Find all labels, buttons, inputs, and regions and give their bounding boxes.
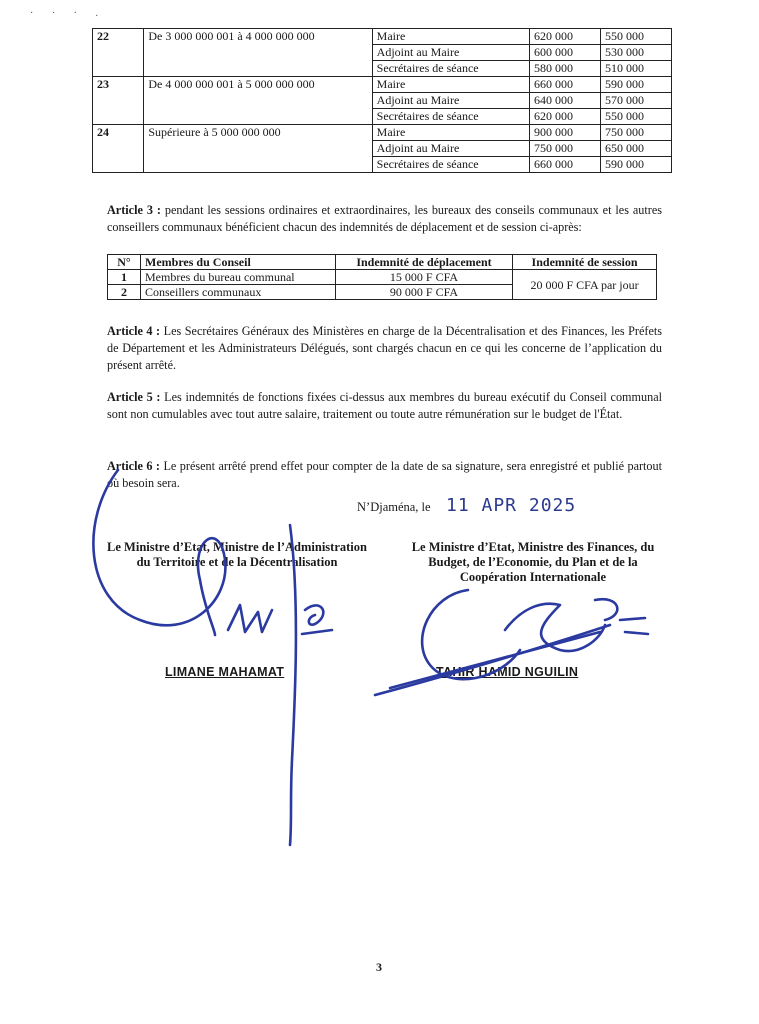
column-header: Indemnité de déplacement bbox=[335, 255, 512, 270]
article-label: Article 3 : bbox=[107, 203, 161, 217]
function-cell: Maire bbox=[372, 125, 529, 141]
value-cell: 900 000 bbox=[529, 125, 600, 141]
page-number: 3 bbox=[376, 960, 382, 974]
session-indemnity-table bbox=[107, 254, 657, 300]
title-line: Le Ministre d’Etat, Ministre des Finances, du bbox=[411, 540, 655, 554]
table-row bbox=[108, 270, 657, 285]
column-header: N° bbox=[108, 255, 141, 270]
article-label: Article 5 : bbox=[107, 390, 161, 404]
row-number: 2 bbox=[108, 285, 141, 300]
date-stamp: 11 APR 2025 bbox=[446, 495, 577, 516]
row-number: 1 bbox=[108, 270, 141, 285]
left-signature-strokes bbox=[228, 605, 272, 632]
value-cell: 650 000 bbox=[600, 141, 671, 157]
value-cell: 550 000 bbox=[600, 29, 671, 45]
function-cell: Secrétaires de séance bbox=[372, 61, 529, 77]
value-cell: 530 000 bbox=[600, 45, 671, 61]
function-cell: Maire bbox=[372, 77, 529, 93]
value-cell: 640 000 bbox=[529, 93, 600, 109]
function-cell: Adjoint au Maire bbox=[372, 45, 529, 61]
right-signature-flourish bbox=[595, 599, 617, 620]
article-3 bbox=[107, 202, 662, 236]
budget-range: Supérieure à 5 000 000 000 bbox=[144, 125, 372, 173]
title-line: du Territoire et de la Décentralisation bbox=[136, 555, 338, 569]
left-signature-underline bbox=[302, 630, 332, 634]
value-cell: 510 000 bbox=[600, 61, 671, 77]
table-row bbox=[93, 29, 672, 45]
article-text: Le présent arrêté prend effet pour compter de la date de sa signature, sera enregistré et publié partout où besoin sera. bbox=[107, 459, 662, 490]
value-cell: 660 000 bbox=[529, 157, 600, 173]
article-5 bbox=[107, 389, 662, 423]
session-allowance: 20 000 F CFA par jour bbox=[513, 270, 657, 300]
value-cell: 620 000 bbox=[529, 109, 600, 125]
value-cell: 750 000 bbox=[529, 141, 600, 157]
right-signature-tail bbox=[620, 618, 648, 634]
left-signature-vertical bbox=[290, 525, 296, 845]
budget-range: De 3 000 000 001 à 4 000 000 000 bbox=[144, 29, 372, 77]
value-cell: 550 000 bbox=[600, 109, 671, 125]
value-cell: 590 000 bbox=[600, 77, 671, 93]
title-line: Coopération Internationale bbox=[459, 570, 607, 584]
value-cell: 600 000 bbox=[529, 45, 600, 61]
scan-specks: · · · . bbox=[30, 8, 106, 19]
date-place: N’Djaména, le bbox=[357, 500, 431, 514]
value-cell: 570 000 bbox=[600, 93, 671, 109]
value-cell: 620 000 bbox=[529, 29, 600, 45]
column-header: Membres du Conseil bbox=[141, 255, 336, 270]
indemnity-table bbox=[92, 28, 672, 173]
right-signature-strokes bbox=[505, 604, 605, 651]
travel-allowance: 90 000 F CFA bbox=[335, 285, 512, 300]
article-label: Article 4 : bbox=[107, 324, 161, 338]
article-6 bbox=[107, 458, 662, 492]
article-4 bbox=[107, 323, 662, 374]
row-number: 24 bbox=[93, 125, 144, 173]
title-line: Le Ministre d’Etat, Ministre de l’Administration bbox=[107, 540, 367, 554]
function-cell: Adjoint au Maire bbox=[372, 141, 529, 157]
row-number: 22 bbox=[93, 29, 144, 77]
function-cell: Secrétaires de séance bbox=[372, 109, 529, 125]
value-cell: 590 000 bbox=[600, 157, 671, 173]
row-number: 23 bbox=[93, 77, 144, 125]
article-text: Les Secrétaires Généraux des Ministères en charge de la Décentralisation et des Finances, les Préfets de Département et les Administrateurs Délégués, sont chargés chacun en ce qui les concerne de l’application du présent arrêté. bbox=[107, 324, 662, 372]
left-signatory-title bbox=[92, 540, 382, 570]
title-line: Budget, de l’Economie, du Plan et de la bbox=[428, 555, 638, 569]
table-row bbox=[93, 77, 672, 93]
function-cell: Maire bbox=[372, 29, 529, 45]
left-signatory-name: LIMANE MAHAMAT bbox=[165, 665, 285, 679]
right-signatory-name: TAHIR HAMID NGUILIN bbox=[436, 665, 579, 679]
function-cell: Secrétaires de séance bbox=[372, 157, 529, 173]
article-text: Les indemnités de fonctions fixées ci-dessus aux membres du bureau exécutif du Conseil communal sont non cumulables avec tout autre salaire, traitement ou toute autre rémunération sur le budget de l'État. bbox=[107, 390, 662, 421]
table-header-row bbox=[108, 255, 657, 270]
right-signatory-title bbox=[388, 540, 678, 585]
travel-allowance: 15 000 F CFA bbox=[335, 270, 512, 285]
article-text: pendant les sessions ordinaires et extraordinaires, les bureaux des conseils communaux et les autres conseillers communaux bénéficient chacun des indemnités de déplacement et de session ci-après: bbox=[107, 203, 662, 234]
value-cell: 580 000 bbox=[529, 61, 600, 77]
column-header: Indemnité de session bbox=[513, 255, 657, 270]
function-cell: Adjoint au Maire bbox=[372, 93, 529, 109]
table-row bbox=[93, 125, 672, 141]
left-signature-mark bbox=[305, 605, 323, 624]
article-label: Article 6 : bbox=[107, 459, 160, 473]
right-signature-sweep-2 bbox=[390, 632, 600, 688]
value-cell: 660 000 bbox=[529, 77, 600, 93]
member-cell: Membres du bureau communal bbox=[141, 270, 336, 285]
budget-range: De 4 000 000 001 à 5 000 000 000 bbox=[144, 77, 372, 125]
right-signature-sweep bbox=[375, 625, 610, 695]
member-cell: Conseillers communaux bbox=[141, 285, 336, 300]
value-cell: 750 000 bbox=[600, 125, 671, 141]
